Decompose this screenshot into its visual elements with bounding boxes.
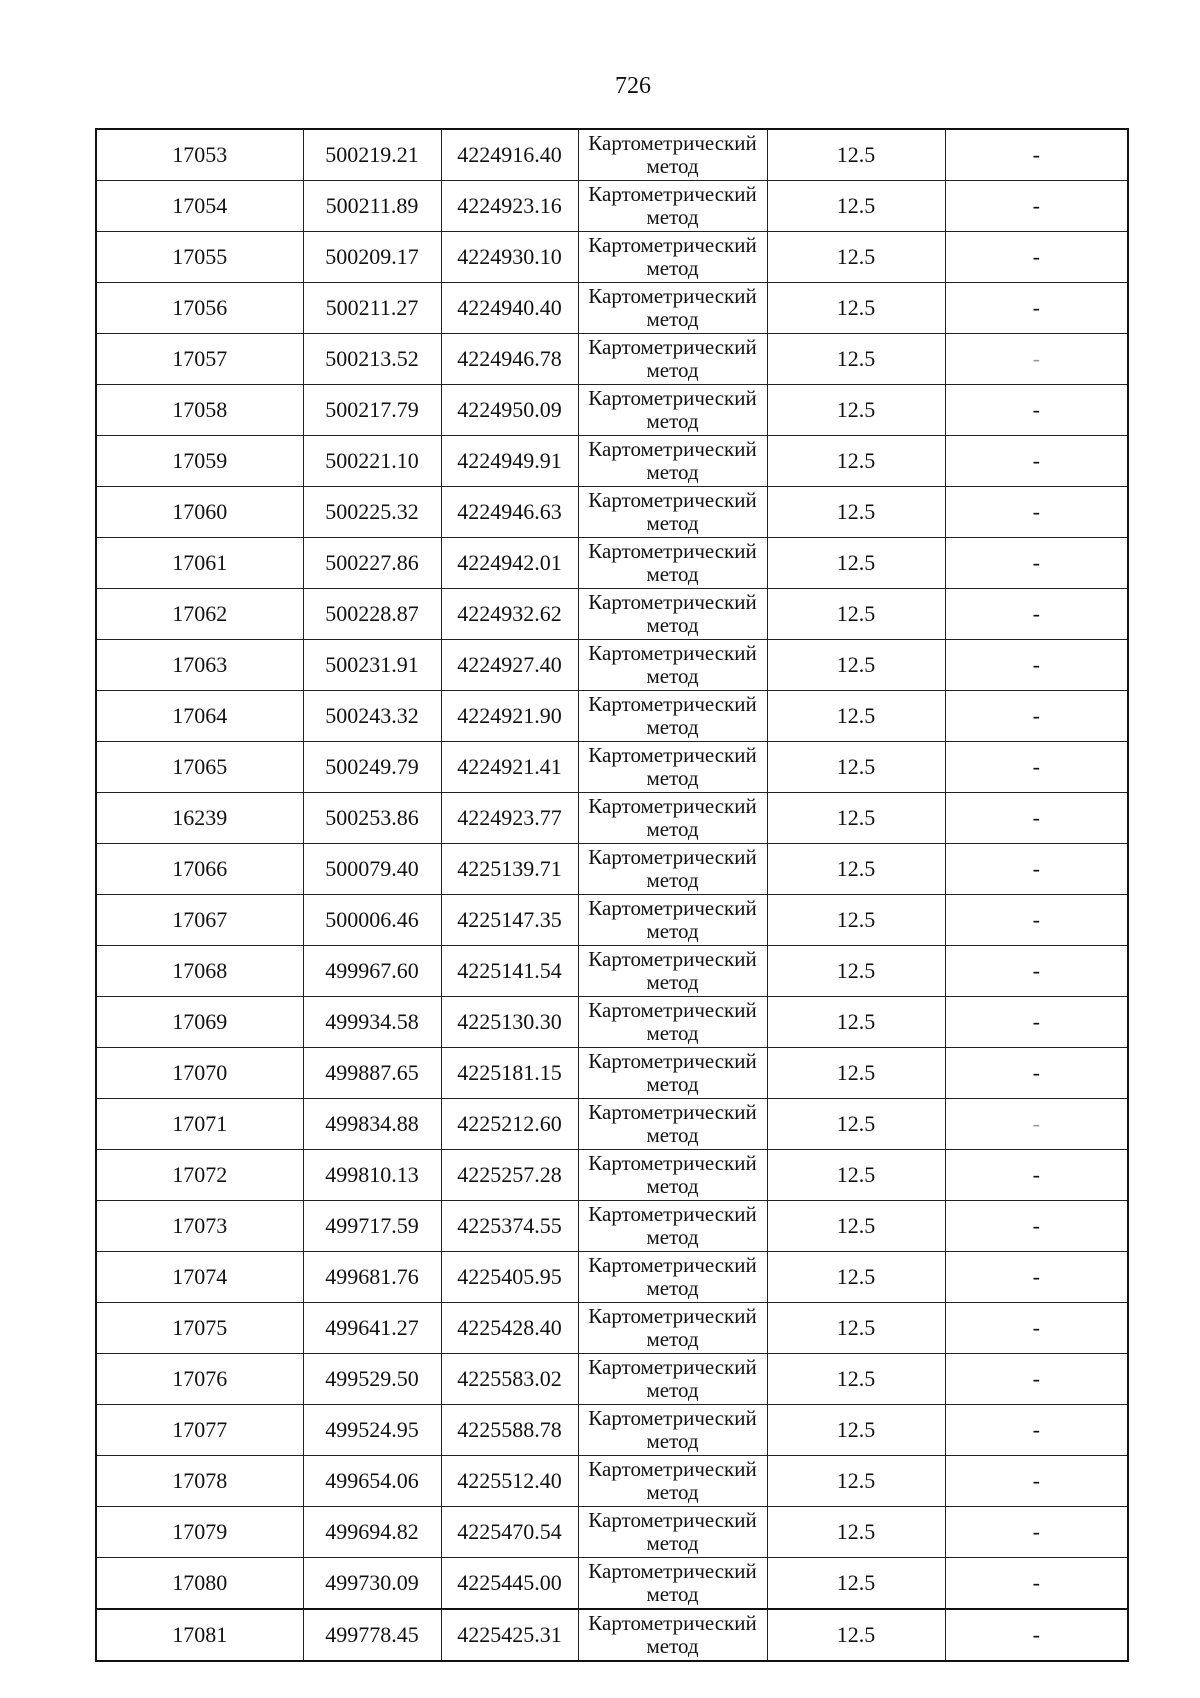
coordinate-1-cell: 500079.40 xyxy=(303,844,441,895)
coordinate-1-cell: 500213.52 xyxy=(303,334,441,385)
table-row xyxy=(96,691,1128,742)
accuracy-cell: 12.5 xyxy=(767,793,945,844)
note-cell: - xyxy=(945,844,1128,895)
method-cell: Картометрический метод xyxy=(578,640,767,691)
method-cell: Картометрический метод xyxy=(578,589,767,640)
method-cell: Картометрический метод xyxy=(578,1303,767,1354)
coordinates-table xyxy=(95,128,1129,1662)
table-row xyxy=(96,793,1128,844)
coordinate-2-cell: 4224923.77 xyxy=(441,793,578,844)
method-cell: Картометрический метод xyxy=(578,1558,767,1610)
method-cell: Картометрический метод xyxy=(578,129,767,181)
point-number-cell: 17073 xyxy=(96,1201,303,1252)
coordinate-1-cell: 500228.87 xyxy=(303,589,441,640)
note-cell: - xyxy=(945,1099,1128,1150)
coordinate-2-cell: 4224921.90 xyxy=(441,691,578,742)
point-number-cell: 17075 xyxy=(96,1303,303,1354)
table-row xyxy=(96,589,1128,640)
accuracy-cell: 12.5 xyxy=(767,1303,945,1354)
point-number-cell: 17059 xyxy=(96,436,303,487)
coordinate-1-cell: 499730.09 xyxy=(303,1558,441,1610)
method-cell: Картометрический метод xyxy=(578,385,767,436)
method-cell: Картометрический метод xyxy=(578,1099,767,1150)
accuracy-cell: 12.5 xyxy=(767,283,945,334)
point-number-cell: 17064 xyxy=(96,691,303,742)
coordinate-1-cell: 499524.95 xyxy=(303,1405,441,1456)
coordinate-2-cell: 4225212.60 xyxy=(441,1099,578,1150)
table-row xyxy=(96,1456,1128,1507)
coordinate-2-cell: 4224930.10 xyxy=(441,232,578,283)
point-number-cell: 17081 xyxy=(96,1609,303,1661)
point-number-cell: 17054 xyxy=(96,181,303,232)
method-cell: Картометрический метод xyxy=(578,181,767,232)
coordinate-1-cell: 499967.60 xyxy=(303,946,441,997)
table-row xyxy=(96,1048,1128,1099)
point-number-cell: 17058 xyxy=(96,385,303,436)
point-number-cell: 17061 xyxy=(96,538,303,589)
coordinate-1-cell: 500249.79 xyxy=(303,742,441,793)
accuracy-cell: 12.5 xyxy=(767,640,945,691)
method-cell: Картометрический метод xyxy=(578,946,767,997)
point-number-cell: 16239 xyxy=(96,793,303,844)
method-cell: Картометрический метод xyxy=(578,1048,767,1099)
point-number-cell: 17055 xyxy=(96,232,303,283)
coordinate-1-cell: 500243.32 xyxy=(303,691,441,742)
note-cell: - xyxy=(945,1507,1128,1558)
method-cell: Картометрический метод xyxy=(578,1405,767,1456)
coordinate-1-cell: 500006.46 xyxy=(303,895,441,946)
table-row xyxy=(96,487,1128,538)
note-cell: - xyxy=(945,1456,1128,1507)
accuracy-cell: 12.5 xyxy=(767,232,945,283)
accuracy-cell: 12.5 xyxy=(767,538,945,589)
accuracy-cell: 12.5 xyxy=(767,997,945,1048)
coordinate-2-cell: 4225147.35 xyxy=(441,895,578,946)
note-cell: - xyxy=(945,589,1128,640)
note-cell: - xyxy=(945,1150,1128,1201)
coordinate-2-cell: 4225374.55 xyxy=(441,1201,578,1252)
note-cell: - xyxy=(945,1609,1128,1661)
method-cell: Картометрический метод xyxy=(578,538,767,589)
method-cell: Картометрический метод xyxy=(578,334,767,385)
accuracy-cell: 12.5 xyxy=(767,1252,945,1303)
table-row xyxy=(96,1201,1128,1252)
coordinate-2-cell: 4224946.63 xyxy=(441,487,578,538)
coordinate-2-cell: 4225139.71 xyxy=(441,844,578,895)
point-number-cell: 17060 xyxy=(96,487,303,538)
method-cell: Картометрический метод xyxy=(578,844,767,895)
note-cell: - xyxy=(945,1252,1128,1303)
accuracy-cell: 12.5 xyxy=(767,589,945,640)
note-cell: - xyxy=(945,691,1128,742)
note-cell: - xyxy=(945,232,1128,283)
coordinate-2-cell: 4224942.01 xyxy=(441,538,578,589)
accuracy-cell: 12.5 xyxy=(767,1150,945,1201)
coordinate-1-cell: 499934.58 xyxy=(303,997,441,1048)
method-cell: Картометрический метод xyxy=(578,283,767,334)
coordinate-1-cell: 500217.79 xyxy=(303,385,441,436)
coordinate-1-cell: 500225.32 xyxy=(303,487,441,538)
method-cell: Картометрический метод xyxy=(578,1456,767,1507)
method-cell: Картометрический метод xyxy=(578,1609,767,1661)
table-row xyxy=(96,1507,1128,1558)
accuracy-cell: 12.5 xyxy=(767,1558,945,1610)
accuracy-cell: 12.5 xyxy=(767,844,945,895)
method-cell: Картометрический метод xyxy=(578,997,767,1048)
coordinate-2-cell: 4224932.62 xyxy=(441,589,578,640)
note-cell: - xyxy=(945,895,1128,946)
accuracy-cell: 12.5 xyxy=(767,181,945,232)
table-row xyxy=(96,1354,1128,1405)
coordinate-2-cell: 4224940.40 xyxy=(441,283,578,334)
coordinate-1-cell: 500211.89 xyxy=(303,181,441,232)
method-cell: Картометрический метод xyxy=(578,691,767,742)
coordinate-2-cell: 4225181.15 xyxy=(441,1048,578,1099)
table-row xyxy=(96,538,1128,589)
table-row xyxy=(96,844,1128,895)
note-cell: - xyxy=(945,742,1128,793)
coordinate-2-cell: 4224950.09 xyxy=(441,385,578,436)
note-cell: - xyxy=(945,1354,1128,1405)
table-row xyxy=(96,946,1128,997)
note-cell: - xyxy=(945,946,1128,997)
coordinate-1-cell: 499529.50 xyxy=(303,1354,441,1405)
note-cell: - xyxy=(945,129,1128,181)
coordinate-1-cell: 500219.21 xyxy=(303,129,441,181)
note-cell: - xyxy=(945,1303,1128,1354)
table-row xyxy=(96,1099,1128,1150)
coordinate-2-cell: 4225470.54 xyxy=(441,1507,578,1558)
note-cell: - xyxy=(945,1201,1128,1252)
coordinate-2-cell: 4225130.30 xyxy=(441,997,578,1048)
table-row xyxy=(96,742,1128,793)
coordinate-1-cell: 500253.86 xyxy=(303,793,441,844)
point-number-cell: 17077 xyxy=(96,1405,303,1456)
method-cell: Картометрический метод xyxy=(578,742,767,793)
accuracy-cell: 12.5 xyxy=(767,1354,945,1405)
coordinate-2-cell: 4224949.91 xyxy=(441,436,578,487)
accuracy-cell: 12.5 xyxy=(767,1201,945,1252)
coordinate-1-cell: 499887.65 xyxy=(303,1048,441,1099)
coordinate-1-cell: 499654.06 xyxy=(303,1456,441,1507)
method-cell: Картометрический метод xyxy=(578,793,767,844)
coordinate-2-cell: 4225405.95 xyxy=(441,1252,578,1303)
note-cell: - xyxy=(945,1558,1128,1610)
point-number-cell: 17066 xyxy=(96,844,303,895)
table-row xyxy=(96,436,1128,487)
point-number-cell: 17056 xyxy=(96,283,303,334)
point-number-cell: 17065 xyxy=(96,742,303,793)
coordinate-2-cell: 4225141.54 xyxy=(441,946,578,997)
method-cell: Картометрический метод xyxy=(578,1507,767,1558)
point-number-cell: 17071 xyxy=(96,1099,303,1150)
table-row xyxy=(96,283,1128,334)
coordinate-1-cell: 499778.45 xyxy=(303,1609,441,1661)
point-number-cell: 17074 xyxy=(96,1252,303,1303)
note-cell: - xyxy=(945,181,1128,232)
coordinate-2-cell: 4224946.78 xyxy=(441,334,578,385)
table-row xyxy=(96,640,1128,691)
accuracy-cell: 12.5 xyxy=(767,1456,945,1507)
point-number-cell: 17053 xyxy=(96,129,303,181)
method-cell: Картометрический метод xyxy=(578,487,767,538)
note-cell: - xyxy=(945,385,1128,436)
coordinate-1-cell: 499681.76 xyxy=(303,1252,441,1303)
method-cell: Картометрический метод xyxy=(578,436,767,487)
point-number-cell: 17069 xyxy=(96,997,303,1048)
note-cell: - xyxy=(945,997,1128,1048)
point-number-cell: 17063 xyxy=(96,640,303,691)
coordinate-2-cell: 4225583.02 xyxy=(441,1354,578,1405)
note-cell: - xyxy=(945,538,1128,589)
coordinate-1-cell: 500211.27 xyxy=(303,283,441,334)
point-number-cell: 17078 xyxy=(96,1456,303,1507)
accuracy-cell: 12.5 xyxy=(767,385,945,436)
point-number-cell: 17076 xyxy=(96,1354,303,1405)
accuracy-cell: 12.5 xyxy=(767,1609,945,1661)
coordinate-1-cell: 499694.82 xyxy=(303,1507,441,1558)
table-row xyxy=(96,1150,1128,1201)
method-cell: Картометрический метод xyxy=(578,232,767,283)
coordinate-2-cell: 4225445.00 xyxy=(441,1558,578,1610)
coordinate-1-cell: 500209.17 xyxy=(303,232,441,283)
table-row xyxy=(96,129,1128,181)
note-cell: - xyxy=(945,1405,1128,1456)
accuracy-cell: 12.5 xyxy=(767,1507,945,1558)
coordinate-2-cell: 4225428.40 xyxy=(441,1303,578,1354)
coordinate-2-cell: 4225425.31 xyxy=(441,1609,578,1661)
table-row xyxy=(96,232,1128,283)
method-cell: Картометрический метод xyxy=(578,1354,767,1405)
note-cell: - xyxy=(945,1048,1128,1099)
table-row xyxy=(96,1405,1128,1456)
accuracy-cell: 12.5 xyxy=(767,1405,945,1456)
point-number-cell: 17072 xyxy=(96,1150,303,1201)
note-cell: - xyxy=(945,436,1128,487)
table-row xyxy=(96,895,1128,946)
table-row xyxy=(96,1558,1128,1610)
coordinate-1-cell: 499810.13 xyxy=(303,1150,441,1201)
coordinate-1-cell: 500231.91 xyxy=(303,640,441,691)
point-number-cell: 17070 xyxy=(96,1048,303,1099)
table-row xyxy=(96,1303,1128,1354)
accuracy-cell: 12.5 xyxy=(767,895,945,946)
coordinate-2-cell: 4224923.16 xyxy=(441,181,578,232)
accuracy-cell: 12.5 xyxy=(767,1099,945,1150)
table-row xyxy=(96,1252,1128,1303)
note-cell: - xyxy=(945,793,1128,844)
table-row xyxy=(96,181,1128,232)
coordinate-2-cell: 4225512.40 xyxy=(441,1456,578,1507)
note-cell: - xyxy=(945,283,1128,334)
coordinate-2-cell: 4224927.40 xyxy=(441,640,578,691)
coordinate-2-cell: 4224916.40 xyxy=(441,129,578,181)
coordinate-2-cell: 4225588.78 xyxy=(441,1405,578,1456)
table-row xyxy=(96,385,1128,436)
accuracy-cell: 12.5 xyxy=(767,691,945,742)
point-number-cell: 17057 xyxy=(96,334,303,385)
note-cell: - xyxy=(945,334,1128,385)
method-cell: Картометрический метод xyxy=(578,1252,767,1303)
coordinate-1-cell: 499834.88 xyxy=(303,1099,441,1150)
coordinate-1-cell: 500221.10 xyxy=(303,436,441,487)
accuracy-cell: 12.5 xyxy=(767,742,945,793)
point-number-cell: 17067 xyxy=(96,895,303,946)
accuracy-cell: 12.5 xyxy=(767,129,945,181)
coordinate-1-cell: 499717.59 xyxy=(303,1201,441,1252)
note-cell: - xyxy=(945,487,1128,538)
coordinate-2-cell: 4224921.41 xyxy=(441,742,578,793)
table-row xyxy=(96,334,1128,385)
coordinate-1-cell: 500227.86 xyxy=(303,538,441,589)
accuracy-cell: 12.5 xyxy=(767,436,945,487)
accuracy-cell: 12.5 xyxy=(767,946,945,997)
note-cell: - xyxy=(945,640,1128,691)
table-row xyxy=(96,997,1128,1048)
point-number-cell: 17068 xyxy=(96,946,303,997)
page-number: 726 xyxy=(615,73,651,99)
table-row xyxy=(96,1609,1128,1661)
method-cell: Картометрический метод xyxy=(578,895,767,946)
method-cell: Картометрический метод xyxy=(578,1150,767,1201)
method-cell: Картометрический метод xyxy=(578,1201,767,1252)
accuracy-cell: 12.5 xyxy=(767,487,945,538)
point-number-cell: 17079 xyxy=(96,1507,303,1558)
coordinate-1-cell: 499641.27 xyxy=(303,1303,441,1354)
accuracy-cell: 12.5 xyxy=(767,334,945,385)
accuracy-cell: 12.5 xyxy=(767,1048,945,1099)
point-number-cell: 17062 xyxy=(96,589,303,640)
coordinate-2-cell: 4225257.28 xyxy=(441,1150,578,1201)
point-number-cell: 17080 xyxy=(96,1558,303,1610)
